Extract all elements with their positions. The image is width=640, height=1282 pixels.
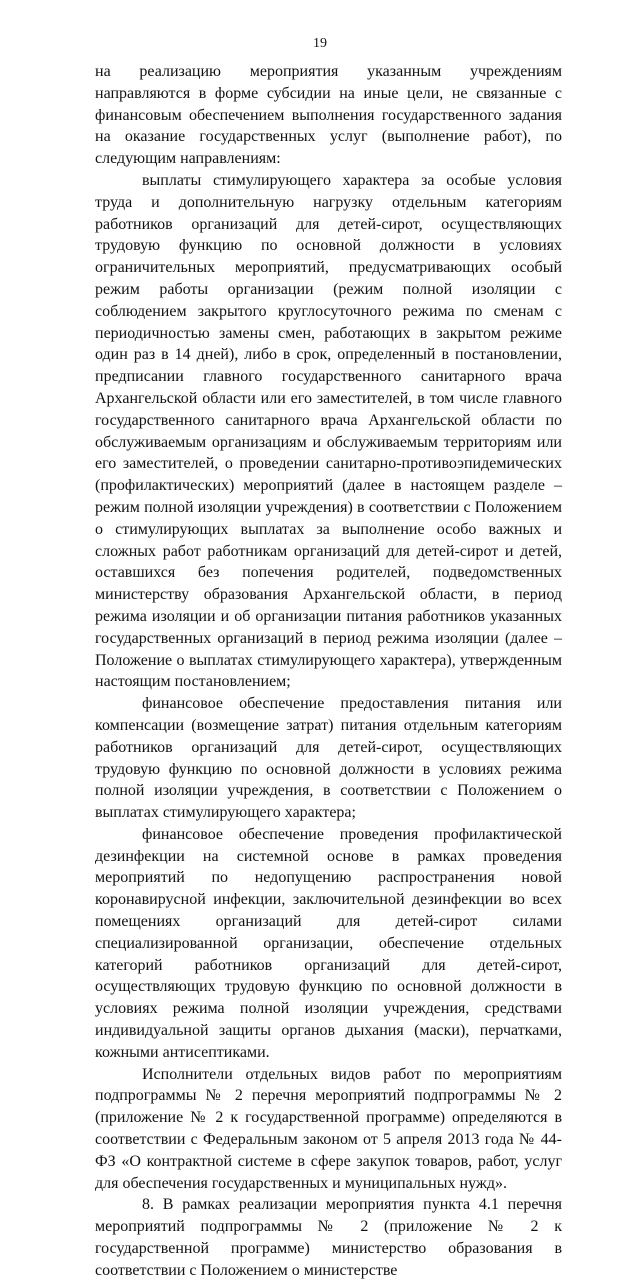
- paragraph-intro: на реализацию мероприятия указанным учреждениям направляются в форме субсидии на иные цели, не связанные с финансовым обеспечением выполнения государственного задания на оказание государственных услуг (выполнение работ), по следующим направлениям:: [95, 63, 562, 168]
- page-number: 19: [313, 36, 327, 51]
- paragraph-food-provision: финансовое обеспечение предоставления питания или компенсации (возмещение затрат) питания отдельным категориям работников организаций для детей-сирот, осуществляющих трудовую функцию по основной должности в условиях режима полной изоляции учреждения, в соответствии с Положением о выплатах стимулирующего характера;: [95, 695, 562, 822]
- document-body: [95, 61, 562, 1282]
- paragraph-disinfection: финансовое обеспечение проведения профилактической дезинфекции на системной основе в рамках проведения мероприятий по недопущению распространения новой коронавирусной инфекции, заключительной дезинфекции во всех помещениях организаций для детей-сирот силами специализированной организации, обеспечение отдельных категорий работников организаций для детей-сирот, осуществляющих трудовую функцию по основной должности в условиях режима полной изоляции учреждения, средствами индивидуальной защиты органов дыхания (маски), перчатками, кожными антисептиками.: [95, 825, 562, 1061]
- paragraph-section-8: 8. В рамках реализации мероприятия пункта 4.1 перечня мероприятий подпрограммы № 2 (приложение № 2 к государственной программе) министерство образования в соответствии с Положением о министерстве: [95, 1196, 562, 1279]
- paragraph-stimulating-payments: выплаты стимулирующего характера за особые условия труда и дополнительную нагрузку отдельным категориям работников организаций для детей-сирот, осуществляющих трудовую функцию по основной должности в условиях ограничительных мероприятий, предусматривающих особый режим работы организации (режим полной изоляции с соблюдением закрытого круглосуточного режима по сменам с периодичностью замены смен, работающих в закрытом режиме один раз в 14 дней), либо в срок, определенный в постановлении, предписании главного государственного санитарного врача Архангельской области или его заместителей, в том числе главного государственного санитарного врача Архангельской области по обслуживаемым организациям и обслуживаемым территориям или его заместителей, о проведении санитарно-противоэпидемических (профилактических) мероприятий (далее в настоящем разделе – режим полной изоляции учреждения) в соответствии с Положением о стимулирующих выплатах за выполнение особо важных и сложных работ работникам организаций для детей-сирот и детей, оставшихся без попечения родителей, подведомственных министерству образования Архангельской области, в период режима изоляции и об организации питания работников указанных государственных организаций в период режима изоляции (далее – Положение о выплатах стимулирующего характера), утвержденным настоящим постановлением;: [95, 171, 562, 691]
- paragraph-contractors: Исполнители отдельных видов работ по мероприятиям подпрограммы № 2 перечня мероприятий подпрограммы № 2 (приложение № 2 к государственной программе) определяются в соответствии с Федеральным законом от 5 апреля 2013 года № 44-ФЗ «О контрактной системе в сфере закупок товаров, работ, услуг для обеспечения государственных и муниципальных нужд».: [95, 1065, 562, 1192]
